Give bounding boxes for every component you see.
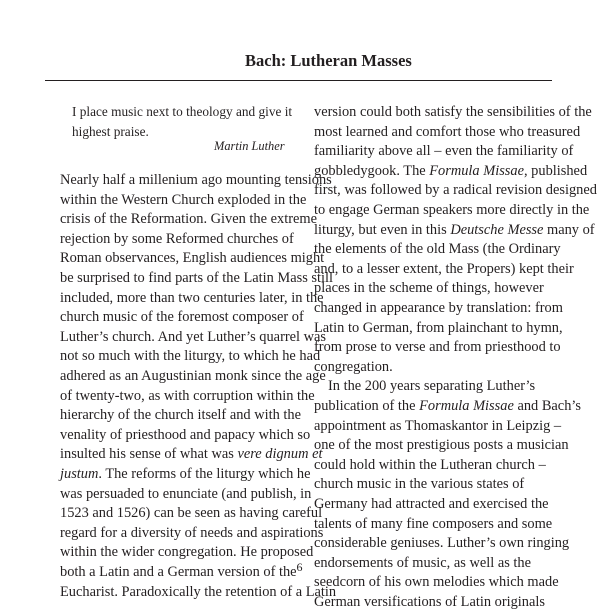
text-span: first, was followed by a radical revision designed <box>314 182 597 199</box>
text-line <box>60 347 320 367</box>
text-span: places in the scheme of things, however <box>314 280 544 297</box>
text-span: Luther’s church. And yet Luther’s quarrel was <box>60 328 327 345</box>
text-line <box>314 417 561 437</box>
text-span: within the Western Church exploded in the <box>60 191 307 208</box>
page-title: Bach: Lutheran Masses <box>245 51 412 70</box>
text-line <box>314 319 563 339</box>
text-span: Latin to German, from plainchant to hymn, <box>314 319 563 336</box>
text-line <box>60 367 326 387</box>
text-span: crisis of the Reformation. Given the extreme <box>60 211 317 228</box>
text-span: adhered as an Augustinian monk since the age <box>60 368 326 384</box>
text-line <box>60 230 294 250</box>
text-line <box>60 445 322 465</box>
text-span: endorsements of music, as well as the <box>314 554 532 571</box>
text-line <box>314 279 544 299</box>
text-span: publication of the <box>314 398 420 414</box>
epigraph-line: highest praise. <box>72 123 149 139</box>
text-span: included, more than two centuries later, in the <box>60 289 324 306</box>
text-line <box>314 103 592 123</box>
epigraph-line: I place music next to theology and give it <box>72 104 293 119</box>
text-line <box>314 593 545 613</box>
text-line <box>314 260 574 280</box>
text-span: seedcorn of his own melodies which made <box>314 574 559 591</box>
text-line <box>60 426 310 446</box>
text-line <box>60 191 306 211</box>
header-rule <box>45 80 552 81</box>
text-span: hierarchy of the church itself and with the <box>60 407 301 424</box>
text-span: , published <box>523 162 588 179</box>
text-line <box>60 583 336 603</box>
text-line <box>314 495 549 515</box>
text-line <box>314 162 587 182</box>
text-span: talents of many fine composers and some <box>314 515 553 532</box>
text-line <box>314 240 561 260</box>
text-line <box>60 406 301 426</box>
text-line <box>314 436 569 456</box>
text-line <box>60 171 332 191</box>
text-span: was persuaded to enunciate (and publish, in <box>60 485 312 502</box>
italic-text: vere dignum et <box>237 446 323 463</box>
text-span: venality of priesthood and papacy which so <box>60 426 311 443</box>
text-line <box>314 515 552 535</box>
text-line <box>60 485 311 505</box>
text-line <box>60 328 326 348</box>
text-span: both a Latin and a German version of the <box>60 564 297 580</box>
text-line <box>314 299 563 319</box>
text-line <box>314 573 559 593</box>
text-line <box>60 210 317 230</box>
text-span: and Bach’s <box>513 398 581 414</box>
italic-text: Formula Missae <box>419 398 514 414</box>
text-span: most learned and comfort those who treasured <box>314 123 581 140</box>
text-line <box>60 249 324 269</box>
page-number: 6 <box>296 560 303 574</box>
text-span: congregation. <box>314 358 393 375</box>
text-line <box>314 123 580 143</box>
text-span: 1523 and 1526) can be seen as having careful <box>60 505 323 522</box>
text-line <box>60 289 324 309</box>
text-span: regard for a diversity of needs and aspirations <box>60 524 324 541</box>
text-line <box>60 524 323 544</box>
text-span: Roman observances, English audiences might <box>60 250 325 267</box>
text-line <box>314 456 546 476</box>
text-line <box>314 475 524 495</box>
text-span: from prose to verse and from priesthood to <box>314 339 561 356</box>
text-span: Eucharist. Paradoxically the retention of a Latin <box>60 583 337 600</box>
italic-text: justum <box>60 466 99 482</box>
text-line <box>60 504 322 524</box>
text-span: be surprised to find parts of the Latin Mass still <box>60 270 333 286</box>
text-line <box>314 534 569 554</box>
text-span: church music of the foremost composer of <box>60 309 304 326</box>
text-span: of twenty-two, as with corruption within the <box>60 387 315 404</box>
text-span: changed in appearance by translation: from <box>314 300 563 316</box>
text-span: could hold within the Lutheran church – <box>314 456 546 473</box>
text-line <box>314 142 573 162</box>
text-span: German versifications of Latin originals <box>314 594 545 610</box>
italic-text: Formula Missae <box>429 162 524 179</box>
text-span: to engage German speakers more directly in the <box>314 202 590 218</box>
text-line <box>314 338 561 358</box>
text-span: Germany had attracted and exercised the <box>314 496 549 512</box>
text-line <box>60 269 333 289</box>
text-span: appointment as Thomaskantor in Leipzig – <box>314 417 562 434</box>
text-line <box>60 387 315 407</box>
text-span: many of <box>543 221 595 238</box>
italic-text: Deutsche Messe <box>450 221 544 238</box>
text-span: the elements of the old Mass (the Ordinary <box>314 241 561 258</box>
text-span: In the 200 years separating Luther’s <box>328 378 536 395</box>
text-span: one of the most prestigious posts a musician <box>314 437 569 454</box>
text-span: Nearly half a millenium ago mounting tensions <box>60 172 332 188</box>
text-span: insulted his sense of what was <box>60 446 238 463</box>
text-line <box>328 377 535 397</box>
text-span: liturgy, but even in this <box>314 221 451 238</box>
text-line <box>314 181 597 201</box>
text-span: rejection by some Reformed churches of <box>60 230 294 247</box>
text-span: . The reforms of the liturgy which he <box>98 466 311 482</box>
text-line <box>314 358 393 378</box>
text-span: version could both satisfy the sensibilities of the <box>314 104 592 120</box>
text-line <box>60 308 304 328</box>
text-line <box>60 465 310 485</box>
text-line <box>314 201 589 221</box>
text-span: gobbledygook. The <box>314 162 430 179</box>
text-span: not so much with the liturgy, to which he had <box>60 348 321 365</box>
text-span: church music in the various states of <box>314 476 525 493</box>
text-span: and, to a lesser extent, the Propers) kept their <box>314 260 574 277</box>
text-line <box>314 397 581 417</box>
text-line <box>314 221 595 241</box>
text-span: within the wider congregation. He proposed <box>60 544 314 561</box>
text-span: familiarity above all – even the familiarity of <box>314 143 574 160</box>
epigraph-attribution: Martin Luther <box>214 139 285 153</box>
text-span: considerable geniuses. Luther’s own ringing <box>314 535 570 552</box>
